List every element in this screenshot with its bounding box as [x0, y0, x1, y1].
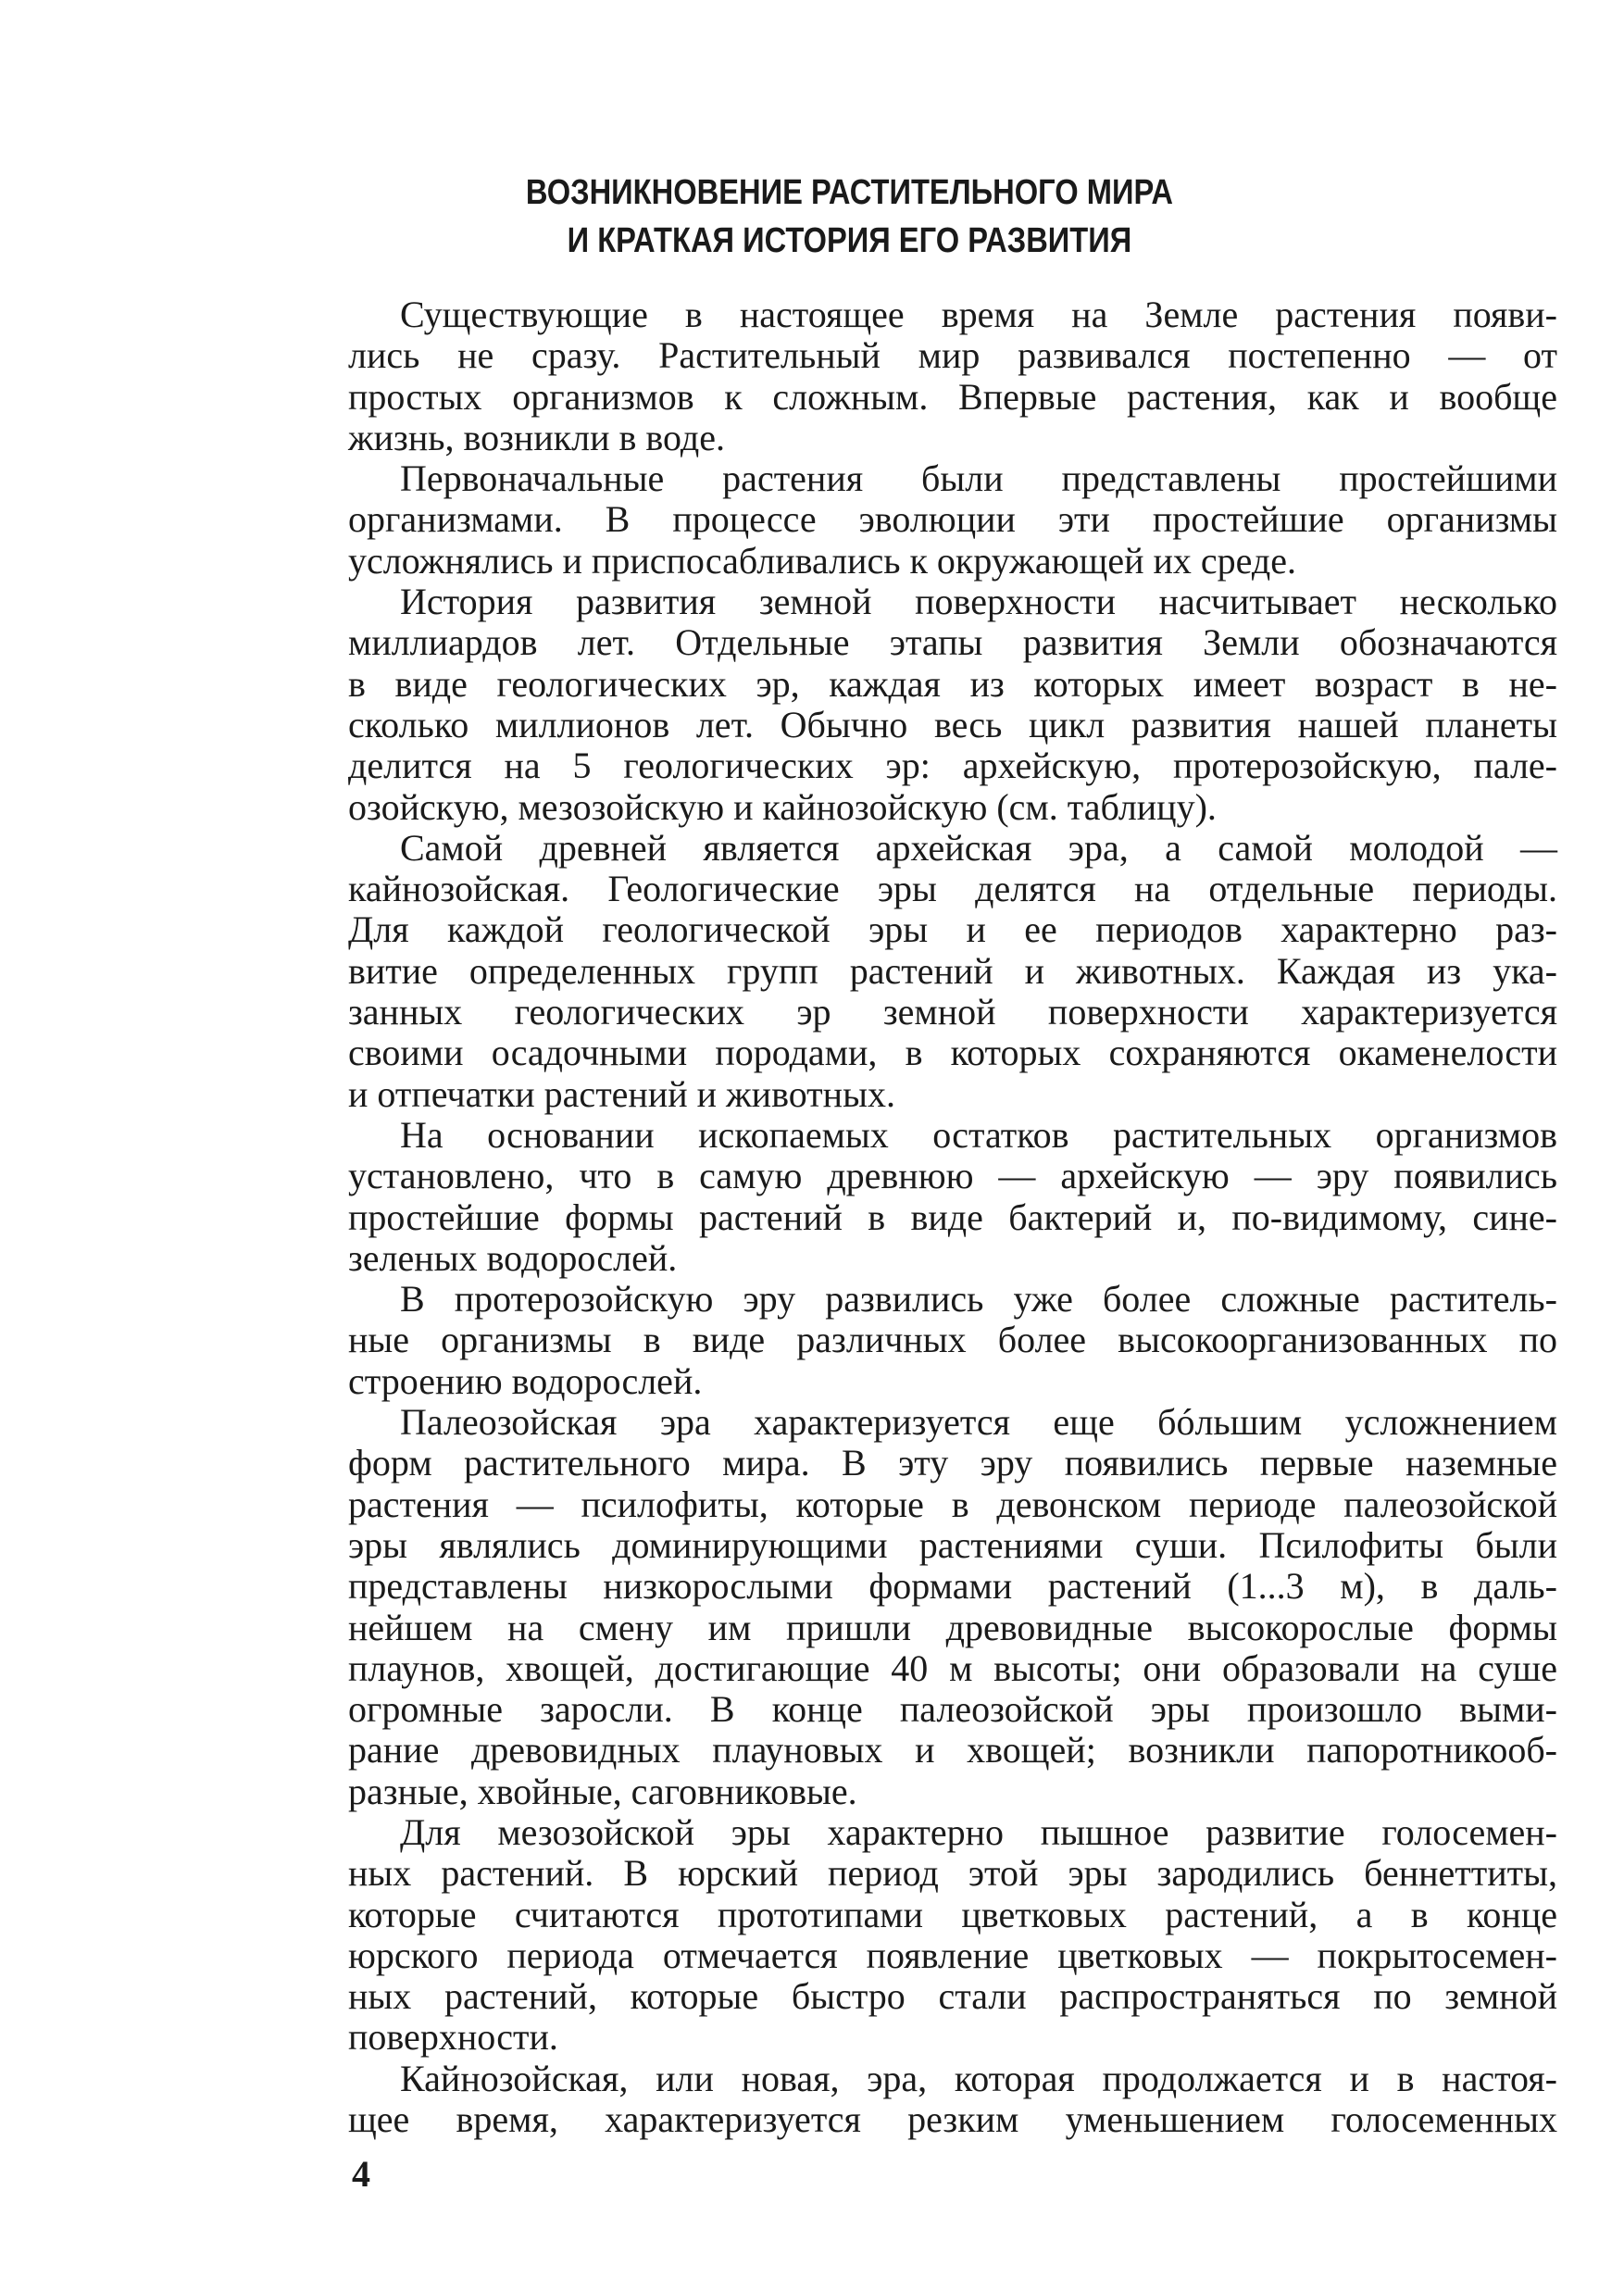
- text-line: плаунов, хвощей, достигающие 40 м высоты; они образовали на суше: [348, 1646, 1557, 1689]
- text-line: форм растительного мира. В эту эру появились первые наземные: [348, 1442, 1557, 1484]
- text-line: поверхности.: [348, 2016, 558, 2059]
- text-line: лись не сразу. Растительный мир развивался постепенно — от: [348, 334, 1557, 377]
- text-line: делится на 5 геологических эр: архейскую, протерозойскую, пале-: [348, 745, 1557, 787]
- text-line: простых организмов к сложным. Впервые растения, как и вообще: [348, 375, 1557, 418]
- text-line: Для каждой геологической эры и ее периодов характерно раз-: [348, 908, 1557, 951]
- text-line: усложнялись и приспосабливались к окружающей их среде.: [348, 539, 1296, 582]
- text-line: простейшие формы растений в виде бактерий и, по-видимому, сине-: [348, 1196, 1557, 1238]
- paragraph: [348, 2059, 1557, 2141]
- text-line: витие определенных групп растений и животных. Каждая из ука-: [348, 949, 1557, 992]
- text-line: занных геологических эр земной поверхности характеризуется: [348, 991, 1557, 1033]
- paragraph: [348, 828, 1557, 1115]
- text-line: организмами. В процессе эволюции эти простейшие организмы: [348, 498, 1557, 541]
- text-line: разные, хвойные, саговниковые.: [348, 1770, 857, 1812]
- text-line: своими осадочными породами, в которых сохраняются окаменелости: [348, 1032, 1557, 1074]
- text-line: История развития земной поверхности насчитывает несколько: [400, 581, 1557, 623]
- text-line: кайнозойская. Геологические эры делятся на отдельные периоды.: [348, 868, 1557, 910]
- paragraph: [348, 294, 1557, 458]
- text-line: зеленых водорослей.: [348, 1236, 678, 1279]
- body-text: [348, 294, 1557, 2140]
- text-line: щее время, характеризуется резким уменьшением голосеменных: [348, 2098, 1557, 2141]
- text-line: Самой древней является архейская эра, а самой молодой —: [400, 826, 1557, 869]
- text-line: в виде геологических эр, каждая из которых имеет возраст в не-: [348, 662, 1557, 705]
- text-line: установлено, что в самую древнюю — архейскую — эру появились: [348, 1155, 1557, 1197]
- paragraph: [348, 582, 1557, 828]
- title-text: И КРАТКАЯ ИСТОРИЯ ЕГО РАЗВИТИЯ: [567, 221, 1131, 260]
- text-line: и отпечатки растений и животных.: [348, 1072, 895, 1115]
- paragraph: [348, 1115, 1557, 1279]
- title-text: ВОЗНИКНОВЕНИЕ РАСТИТЕЛЬНОГО МИРА: [525, 173, 1173, 212]
- chapter-title-line-2: [37, 220, 1624, 261]
- chapter-title-line-1: [37, 172, 1624, 213]
- text-line: которые считаются прототипами цветковых растений, а в конце: [348, 1893, 1557, 1935]
- text-line: рание древовидных плауновых и хвощей; возникли папоротникооб-: [348, 1729, 1557, 1771]
- paragraph: [348, 1812, 1557, 2059]
- text-line: Кайнозойская, или новая, эра, которая продолжается и в настоя-: [400, 2057, 1557, 2099]
- text-line: Существующие в настоящее время на Земле растения появи-: [400, 294, 1557, 335]
- text-line: растения — псилофиты, которые в девонском периоде палеозойской: [348, 1483, 1557, 1525]
- text-line: Первоначальные растения были представлены простейшими: [400, 457, 1557, 500]
- text-line: миллиардов лет. Отдельные этапы развития Земли обозначаются: [348, 621, 1557, 664]
- paragraph: [348, 458, 1557, 582]
- text-line: нейшем на смену им пришли древовидные высокорослые формы: [348, 1606, 1557, 1648]
- text-line: эры являлись доминирующими растениями суши. Псилофиты были: [348, 1523, 1557, 1566]
- text-line: ных растений. В юрский период этой эры зародились беннеттиты,: [348, 1852, 1557, 1895]
- text-line: Для мезозойской эры характерно пышное развитие голосемен-: [400, 1810, 1557, 1853]
- text-line: огромные заросли. В конце палеозойской эры произошло выми-: [348, 1688, 1557, 1731]
- text-line: юрского периода отмечается появление цветковых — покрытосемен-: [348, 1934, 1557, 1976]
- text-line: озойскую, мезозойскую и кайнозойскую (см. таблицу).: [348, 785, 1217, 828]
- text-line: На основании ископаемых остатков растительных организмов: [400, 1113, 1557, 1156]
- text-line: В протерозойскую эру развились уже более сложные раститель-: [400, 1278, 1557, 1321]
- text-line: жизнь, возникли в воде.: [348, 416, 725, 458]
- paragraph: [348, 1279, 1557, 1402]
- text-line: представлены низкорослыми формами растений (1...3 м), в даль-: [348, 1565, 1557, 1608]
- text-line: ных растений, которые быстро стали распространяться по земной: [348, 1975, 1557, 2018]
- text-line: строению водорослей.: [348, 1359, 703, 1402]
- text-line: ные организмы в виде различных более высокоорганизованных по: [348, 1319, 1557, 1361]
- text-line: Палеозойская эра характеризуется еще бóльшим усложнением: [400, 1401, 1557, 1444]
- text-line: сколько миллионов лет. Обычно весь цикл развития нашей планеты: [348, 703, 1557, 745]
- paragraph: [348, 1402, 1557, 1812]
- page-number: 4: [352, 2153, 370, 2195]
